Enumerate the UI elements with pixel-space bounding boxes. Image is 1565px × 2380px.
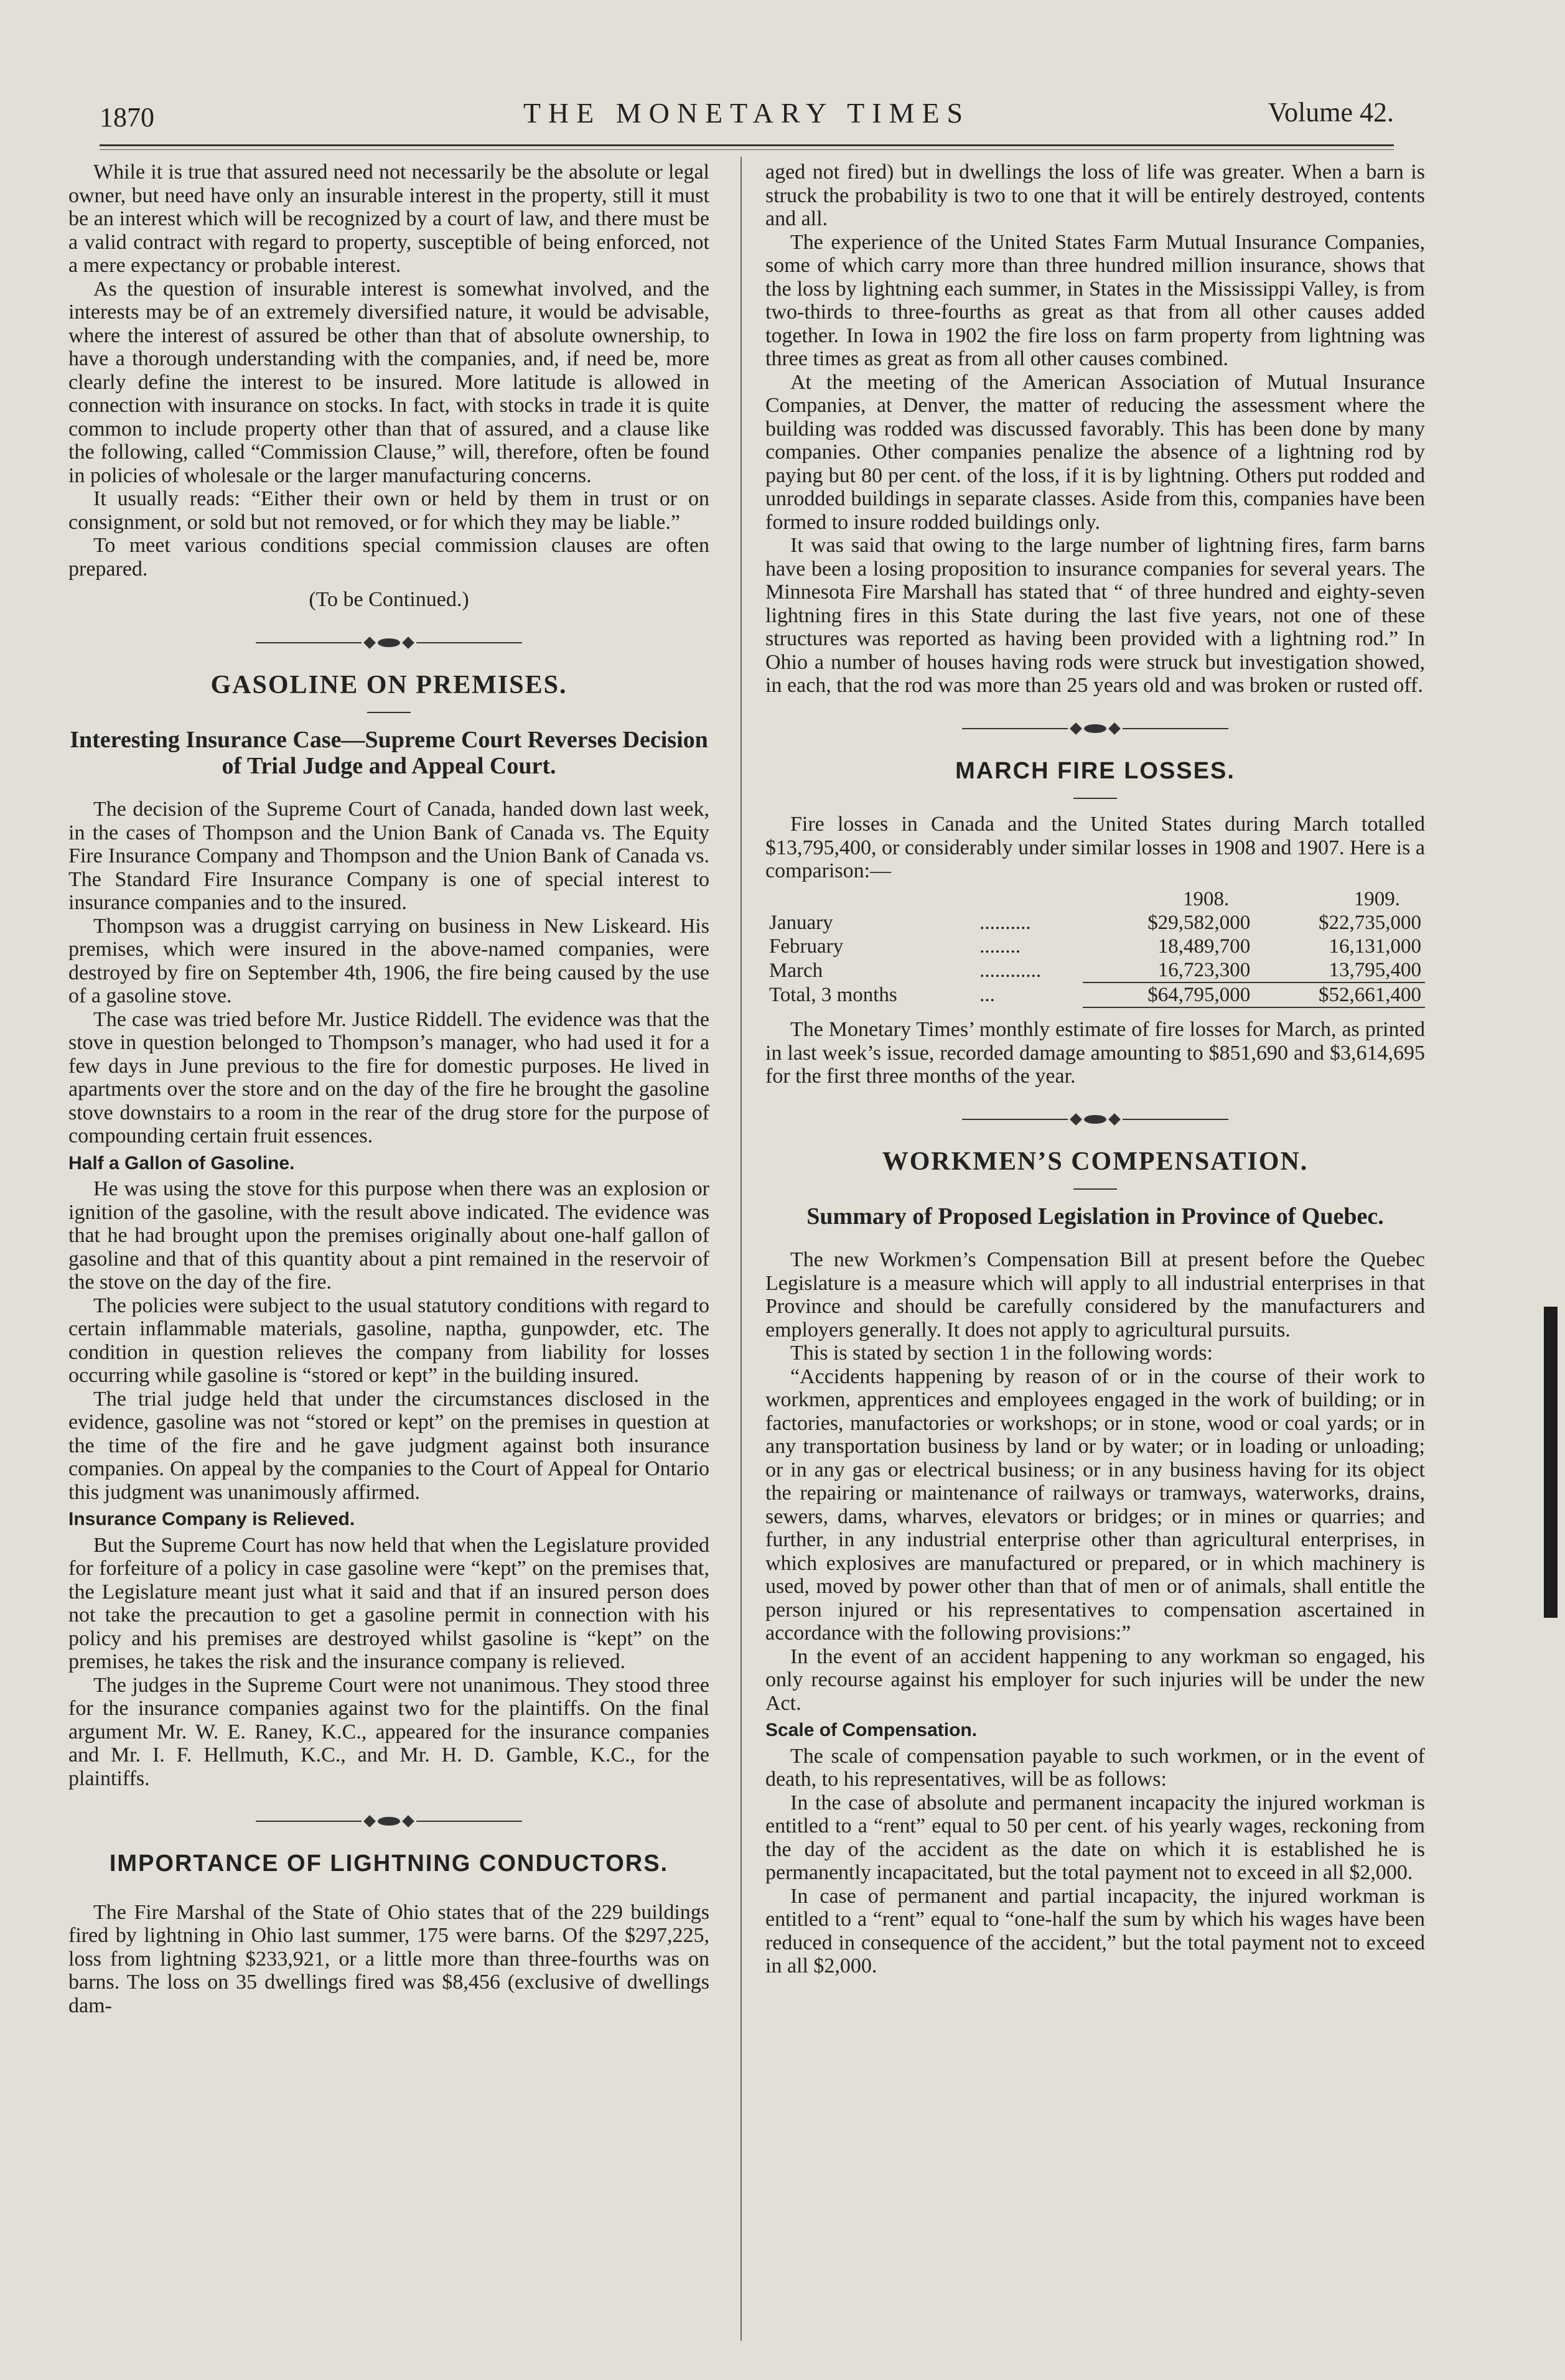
column-header: 1909. bbox=[1353, 887, 1400, 910]
month-cell: February bbox=[769, 935, 844, 958]
section-ornament bbox=[68, 1815, 709, 1827]
article-subtitle-workmen: Summary of Proposed Legislation in Province of Quebec. bbox=[806, 1203, 1384, 1230]
leader-dots: .......... bbox=[979, 912, 1031, 934]
total-1908: $64,795,000 bbox=[1083, 982, 1254, 1007]
paragraph: But the Supreme Court has now held that when the Legislature provided for forfeiture of a policy in case gasoline were “kept” on the premises that, the Legislature meant just what it said and that if an insured person does not take the precaution to get a gasoline permit in connection with his policy and his premises are destroyed whilst gasoline is “kept” on the premises, he takes the risk and the insurance company is relieved. bbox=[68, 1533, 709, 1673]
fire-loss-table bbox=[765, 888, 1425, 1009]
title-rule bbox=[367, 712, 411, 713]
header-rule-thin bbox=[100, 149, 1394, 150]
continued-note: (To be Continued.) bbox=[309, 588, 469, 611]
paragraph: In the event of an accident happening to any workman so engaged, his only recourse against his employer for such injuries will be under the new Act. bbox=[765, 1645, 1425, 1715]
value-1909: 13,795,400 bbox=[1329, 959, 1421, 981]
paragraph: The judges in the Supreme Court were not unanimous. They stood three for the insurance companies against two for the plaintiffs. On the final argument Mr. W. E. Raney, K.C., appeared for the insurance companies and Mr. I. F. Hellmuth, K.C., and Mr. H. D. Gamble, K.C., for the plaintiffs. bbox=[68, 1673, 709, 1790]
paragraph: As the question of insurable interest is somewhat involved, and the interests may be of an extremely diversified nature, it would be advisable, where the interest of assured be other than that of absolute ownership, to have a thorough understanding with the companies, and, if need be, more clearly define the interest to be insured. More latitude is allowed in connection with insurance on stocks. In fact, with stocks in trade it is quite common to include property other than that of assured, and a clause like the following, called “Commission Clause,” will, therefore, often be found in policies of wholesale or the larger manufacturing concerns. bbox=[68, 277, 709, 487]
article-subtitle-gasoline: Interesting Insurance Case—Supreme Court Reverses Decision of Trial Judge and Appeal Court. bbox=[70, 727, 708, 779]
left-column bbox=[68, 161, 709, 2017]
leader-dots: ........ bbox=[979, 935, 1021, 958]
total-label: Total, 3 months bbox=[769, 984, 897, 1006]
value-1908: $29,582,000 bbox=[1147, 912, 1251, 934]
article-title-lightning: IMPORTANCE OF LIGHTNING CONDUCTORS. bbox=[109, 1850, 669, 1877]
section-heading: Half a Gallon of Gasoline. bbox=[68, 1152, 295, 1174]
month-cell: January bbox=[769, 912, 833, 934]
table-total-row bbox=[765, 982, 1425, 1007]
paragraph: The Monetary Times’ monthly estimate of fire losses for March, as printed in last week’s issue, recorded damage amounting to $851,690 and $3,614,695 for the first three months of the year. bbox=[765, 1018, 1425, 1088]
article-title-march: MARCH FIRE LOSSES. bbox=[955, 757, 1235, 784]
table-header-row bbox=[765, 888, 1425, 912]
paragraph: At the meeting of the American Association of Mutual Insurance Companies, at Denver, the matter of reducing the assessment where the building was rodded was discussed favorably. This has been done by many companies. Other companies penalize the absence of a lightning rod by paying but 80 per cent. of the loss, if it is by lightning. Others put rodded and unrodded buildings in separate classes. Aside from this, companies have been formed to insure rodded buildings only. bbox=[765, 370, 1425, 534]
title-rule bbox=[1073, 1188, 1117, 1190]
right-column bbox=[765, 161, 1425, 1978]
paragraph: This is stated by section 1 in the following words: bbox=[790, 1342, 1213, 1365]
paragraph: In the case of absolute and permanent incapacity the injured workman is entitled to a “rent” equal to 50 per cent. of his yearly wages, reckoning from the day of the accident as the date on which it is established he is permanently incapacitated, but the total payment not to exceed in all $2,000. bbox=[765, 1791, 1425, 1884]
article-title-gasoline: GASOLINE ON PREMISES. bbox=[210, 670, 568, 699]
page-number: 1870 bbox=[100, 102, 154, 133]
paragraph: Fire losses in Canada and the United States during March totalled $13,795,400, or considerably under similar losses in 1908 and 1907. Here is a comparison:— bbox=[765, 813, 1425, 882]
table-row bbox=[765, 935, 1425, 958]
paragraph: It usually reads: “Either their own or held by them in trust or on consignment, or sold but not removed, or for which they may be liable.” bbox=[68, 487, 709, 534]
value-1909: $22,735,000 bbox=[1319, 912, 1421, 934]
value-1909: 16,131,000 bbox=[1329, 935, 1421, 958]
paragraph: The policies were subject to the usual statutory conditions with regard to certain inflammable materials, gasoline, naptha, gunpowder, etc. The condition in question relieves the company from liability for losses occurring while gasoline is “stored or kept” in the building insured. bbox=[68, 1294, 709, 1387]
paragraph: The case was tried before Mr. Justice Riddell. The evidence was that the stove in question belonged to Thompson’s manager, who had used it for a few days in June previous to the fire for domestic purposes. He lived in apartments over the store and on the day of the fire he brought the gasoline stove downstairs to a room in the rear of the drug store for the purpose of compounding certain fruit essences. bbox=[68, 1007, 709, 1147]
total-1909: $52,661,400 bbox=[1254, 982, 1425, 1007]
paragraph: aged not fired) but in dwellings the loss of life was greater. When a barn is struck the probability is two to one that it will be entirely destroyed, contents and all. bbox=[765, 161, 1425, 230]
month-cell: March bbox=[769, 959, 823, 982]
paragraph: The experience of the United States Farm Mutual Insurance Companies, some of which carry more than three hundred million insurance, shows that the loss by lightning each summer, in States in the Mississippi Valley, is from two-thirds to three-fourths as great as that from all other causes added together. In Iowa in 1902 the fire loss on farm property from lightning was three times as great as from all other causes combined. bbox=[765, 230, 1425, 370]
paragraph: The scale of compensation payable to such workmen, or in the event of death, to his representatives, will be as follows: bbox=[765, 1744, 1425, 1791]
page-header bbox=[100, 96, 1394, 140]
column-header: 1908. bbox=[1182, 887, 1230, 910]
paragraph: He was using the stove for this purpose when there was an explosion or ignition of the gasoline, with the result above indicated. The evidence was that he had brought upon the premises originally about one-half gallon of gasoline and that of this quantity about a pint remained in the reservoir of the stove on the day of the fire. bbox=[68, 1177, 709, 1294]
section-ornament bbox=[68, 637, 709, 649]
journal-title: THE MONETARY TIMES bbox=[523, 97, 971, 129]
section-ornament bbox=[765, 722, 1425, 735]
section-heading: Insurance Company is Relieved. bbox=[68, 1509, 355, 1529]
paragraph: The Fire Marshal of the State of Ohio states that of the 229 buildings fired by lightning in Ohio last summer, 175 were barns. Of the $297,225, loss from lightning $233,921, or a little more than three-fourths was on barns. The loss on 35 dwellings fired was $8,456 (exclusive of dwellings dam- bbox=[68, 1900, 709, 2017]
paragraph: It was said that owing to the large number of lightning fires, farm barns have been a losing proposition to insurance companies for several years. The Minnesota Fire Marshall has stated that “ of three hundred and eighty-seven lightning fires in this State during the last five years, not one of these structures was reported as having been provided with a lightning rod.” In Ohio a number of houses having rods were struck but investigation showed, in each, that the rod was more than 25 years old and was broken or rusted off. bbox=[765, 534, 1425, 697]
table-row bbox=[765, 958, 1425, 982]
value-1908: 16,723,300 bbox=[1157, 959, 1251, 981]
paragraph: Thompson was a druggist carrying on business in New Liskeard. His premises, which were insured in the above-named companies, were destroyed by fire on September 4th, 1906, the fire being caused by the use of a gasoline stove. bbox=[68, 914, 709, 1007]
paragraph: In case of permanent and partial incapacity, the injured workman is entitled to a “rent” equal to “one-half the sum by which his wages have been reduced in consequence of the accident,” but the total payment not to exceed in all $2,000. bbox=[765, 1884, 1425, 1977]
paragraph: The trial judge held that under the circumstances disclosed in the evidence, gasoline was not “stored or kept” on the premises in question at the time of the fire and he gave judgment against both insurance companies. On appeal by the companies to the Court of Appeal for Ontario this judgment was unanimously affirmed. bbox=[68, 1387, 709, 1504]
column-divider bbox=[740, 157, 742, 2341]
leader-dots: ............ bbox=[979, 959, 1042, 982]
volume-label: Volume 42. bbox=[1268, 97, 1394, 128]
paragraph: The decision of the Supreme Court of Canada, handed down last week, in the cases of Thompson and the Union Bank of Canada vs. The Equity Fire Insurance Company and Thompson and the Union Bank of Canada vs. The Standard Fire Insurance Company is one of special interest to insurance companies and to the insured. bbox=[68, 798, 709, 914]
paragraph: “Accidents happening by reason of or in the course of their work to workmen, apprentices and employees engaged in the work of building; or in factories, manufactories or workshops; or in stone, wood or coal yards; or in any transportation business by land or by water; or in loading or unloading; or in any gas or electrical business; or in any business having for its object the repairing or maintenance of railways or tramways, waterworks, drains, sewers, dams, wharves, elevators or bridges; or in mines or quarries; and further, in any industrial enterprise other than agricultural enterprises, in which explosives are manufactured or prepared, or in which machinery is used, moved by power other than that of men or of animals, shall entitle the person injured or his representatives to compensation ascertained in accordance with the following provisions:” bbox=[765, 1365, 1425, 1645]
paragraph: To meet various conditions special commission clauses are often prepared. bbox=[68, 534, 709, 581]
section-heading: Scale of Compensation. bbox=[765, 1720, 978, 1740]
header-rule bbox=[100, 144, 1394, 146]
section-ornament bbox=[765, 1113, 1425, 1126]
paragraph: While it is true that assured need not necessarily be the absolute or legal owner, but need have only an insurable interest in the property, still it must be an interest which will be recognized by a court of law, and there must be a valid contract with regard to property, susceptible of being enforced, not a mere expectancy or probable interest. bbox=[68, 161, 709, 277]
title-rule bbox=[1073, 798, 1117, 799]
scan-edge-mark bbox=[1544, 1307, 1558, 1618]
leader-dots: ... bbox=[979, 984, 995, 1006]
value-1908: 18,489,700 bbox=[1157, 935, 1251, 958]
article-title-workmen: WORKMEN’S COMPENSATION. bbox=[882, 1147, 1309, 1176]
table-row bbox=[765, 911, 1425, 935]
paragraph: The new Workmen’s Compensation Bill at present before the Quebec Legislature is a measure which will apply to all industrial enterprises in that Province and should be carefully considered by the manufacturers and employers generally. It does not apply to agricultural pursuits. bbox=[765, 1248, 1425, 1342]
